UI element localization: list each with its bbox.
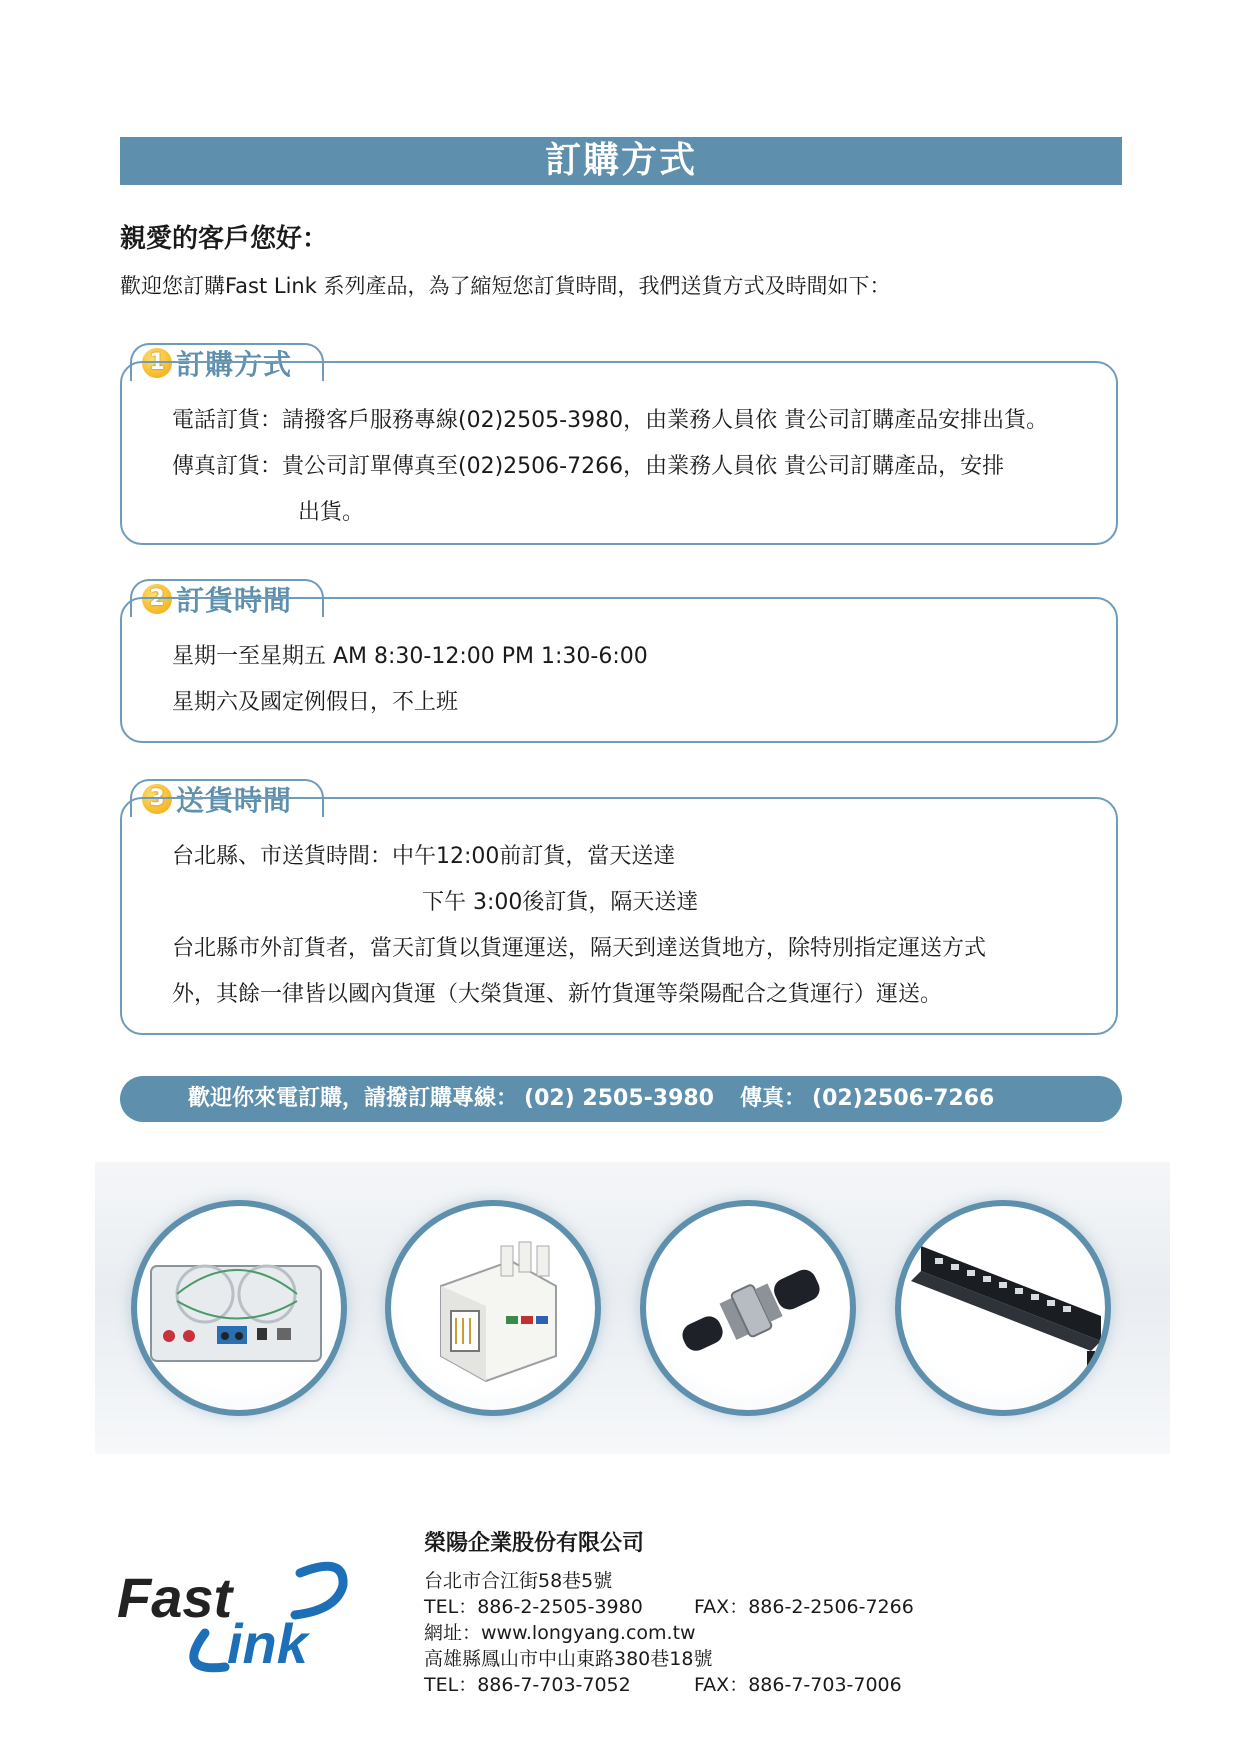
rj45-keystone-jack-icon [385, 1200, 601, 1416]
order-fax-line: 傳真訂貨：貴公司訂單傳真至(02)2506-7266，由業務人員依 貴公司訂購產品，安排 [172, 454, 1005, 479]
outside-taipei-line: 台北縣市外訂貨者，當天訂貨以貨運運送，隔天到達送貨地方，除特別指定運送方式 [172, 936, 987, 961]
tel-taipei: TEL：886-2-2505-3980 [424, 1596, 643, 1618]
st-fiber-adapter-icon [640, 1200, 856, 1416]
taipei-delivery-line: 台北縣、市送貨時間：中午12:00前訂貨，當天送達 [172, 844, 676, 869]
weekend-note: 星期六及國定例假日，不上班 [172, 690, 459, 715]
company-contact-taipei [424, 1592, 984, 1619]
fast-link-logo [115, 1555, 395, 1675]
section-title: 訂購方式 [176, 348, 293, 381]
afternoon-delivery-line: 下午 3:00後訂貨，隔天送達 [422, 890, 699, 915]
contact-banner [120, 1076, 1122, 1122]
intro-text: 歡迎您訂購Fast Link 系列產品，為了縮短您訂貨時間，我們送貨方式及時間如下： [120, 274, 891, 298]
order-fax-line-cont: 出貨。 [298, 500, 365, 525]
page-title: 訂購方式 [120, 137, 1122, 185]
section-title: 送貨時間 [176, 784, 293, 817]
logo-word-link: ink [227, 1612, 308, 1675]
section-box-order-hours [120, 597, 1118, 743]
product-strip [95, 1162, 1170, 1454]
patch-panel-icon [895, 1200, 1111, 1416]
banner-fax-label: 傳真： [740, 1086, 807, 1111]
order-phone-line: 電話訂貨：請撥客戶服務專線(02)2505-3980，由業務人員依 貴公司訂購產品安排出貨。 [172, 408, 1049, 433]
company-website: 網址：www.longyang.com.tw [424, 1622, 696, 1644]
section-box-order-method [120, 361, 1118, 545]
company-address-taipei: 台北市合江街58巷5號 [424, 1570, 613, 1592]
company-address-kaohsiung: 高雄縣鳳山市中山東路380巷18號 [424, 1648, 713, 1670]
outside-taipei-line-cont: 外，其餘一律皆以國內貨運（大榮貨運、新竹貨運等榮陽配合之貨運行）運送。 [172, 982, 943, 1007]
number-badge-icon: 3 [142, 784, 172, 814]
company-contact-kaohsiung [424, 1670, 984, 1697]
weekday-hours: 星期一至星期五 AM 8:30-12:00 PM 1:30-6:00 [172, 644, 648, 669]
company-name: 榮陽企業股份有限公司 [424, 1531, 645, 1556]
banner-fax: (02)2506-7266 [812, 1086, 995, 1111]
fax-taipei: FAX：886-2-2506-7266 [694, 1596, 914, 1618]
section-box-delivery-time [120, 797, 1118, 1035]
section-title: 訂貨時間 [176, 584, 293, 617]
number-badge-icon: 2 [142, 584, 172, 614]
tel-kaohsiung: TEL：886-7-703-7052 [424, 1674, 631, 1696]
banner-phone[interactable]: (02) 2505-3980 [524, 1086, 714, 1111]
number-badge-icon: 1 [142, 348, 172, 378]
greeting: 親愛的客戶您好： [120, 224, 329, 254]
fiber-splice-box-icon [131, 1200, 347, 1416]
logo-word-fast: Fast [117, 1566, 233, 1629]
fax-kaohsiung: FAX：886-7-703-7006 [694, 1674, 902, 1696]
banner-text: 歡迎你來電訂購，請撥訂購專線： [188, 1086, 519, 1111]
